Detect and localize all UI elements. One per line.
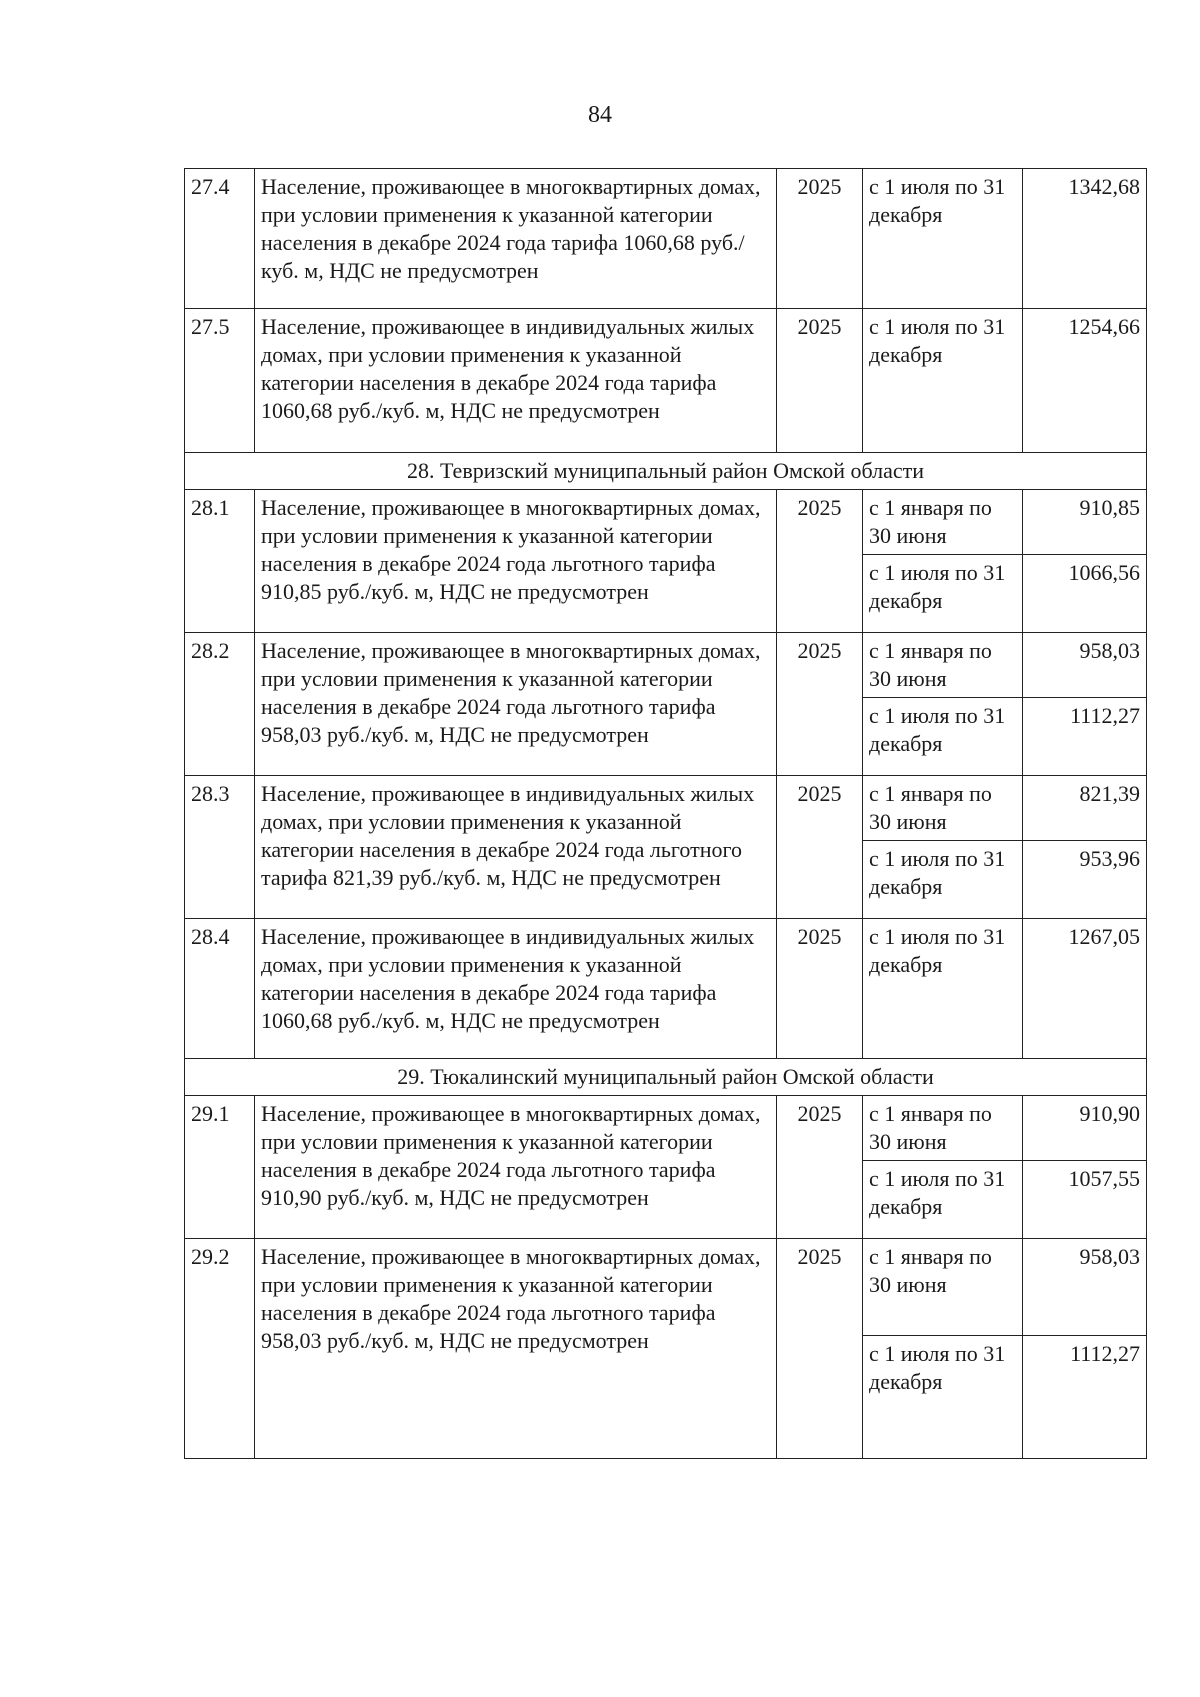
item-period: с 1 июля по 31 декабря bbox=[863, 1336, 1023, 1459]
item-value: 910,90 bbox=[1023, 1096, 1147, 1161]
item-year: 2025 bbox=[777, 490, 863, 633]
table-row bbox=[185, 490, 1147, 555]
item-period: с 1 июля по 31 декабря bbox=[863, 841, 1023, 919]
item-year: 2025 bbox=[777, 776, 863, 919]
item-year: 2025 bbox=[777, 633, 863, 776]
item-description: Население, проживающее в индивидуальных жилых домах, при условии применения к указанной категории населения в декабре 2024 года льготного тарифа 821,39 руб./куб. м, НДС не предусмотрен bbox=[255, 776, 777, 919]
item-period: с 1 января по 30 июня bbox=[863, 633, 1023, 698]
item-period: с 1 июля по 31 декабря bbox=[863, 169, 1023, 309]
item-number: 27.4 bbox=[185, 169, 255, 309]
item-value: 1342,68 bbox=[1023, 169, 1147, 309]
item-period: с 1 января по 30 июня bbox=[863, 490, 1023, 555]
item-description: Население, проживающее в многоквартирных домах, при условии применения к указанной категории населения в декабре 2024 года льготного тарифа 910,85 руб./куб. м, НДС не предусмотрен bbox=[255, 490, 777, 633]
item-value: 1112,27 bbox=[1023, 1336, 1147, 1459]
item-value: 1057,55 bbox=[1023, 1161, 1147, 1239]
item-number: 27.5 bbox=[185, 309, 255, 453]
item-period: с 1 июля по 31 декабря bbox=[863, 1161, 1023, 1239]
table-row bbox=[185, 169, 1147, 309]
table-row bbox=[185, 919, 1147, 1059]
item-value: 1254,66 bbox=[1023, 309, 1147, 453]
item-year: 2025 bbox=[777, 169, 863, 309]
item-value: 910,85 bbox=[1023, 490, 1147, 555]
item-number: 29.2 bbox=[185, 1239, 255, 1459]
item-year: 2025 bbox=[777, 1239, 863, 1459]
section-title: 29. Тюкалинский муниципальный район Омской области bbox=[185, 1059, 1147, 1096]
item-description: Население, проживающее в многоквартирных домах, при условии применения к указанной категории населения в декабре 2024 года тарифа 1060,68 руб./куб. м, НДС не предусмотрен bbox=[255, 169, 777, 309]
item-number: 28.4 bbox=[185, 919, 255, 1059]
item-value: 953,96 bbox=[1023, 841, 1147, 919]
item-period: с 1 июля по 31 декабря bbox=[863, 919, 1023, 1059]
item-year: 2025 bbox=[777, 309, 863, 453]
item-value: 958,03 bbox=[1023, 1239, 1147, 1336]
item-year: 2025 bbox=[777, 1096, 863, 1239]
section-row bbox=[185, 453, 1147, 490]
item-number: 28.2 bbox=[185, 633, 255, 776]
tariff-table bbox=[184, 168, 1147, 1459]
item-description: Население, проживающее в многоквартирных домах, при условии применения к указанной категории населения в декабре 2024 года льготного тарифа 958,03 руб./куб. м, НДС не предусмотрен bbox=[255, 1239, 777, 1459]
item-period: с 1 января по 30 июня bbox=[863, 1239, 1023, 1336]
section-row bbox=[185, 1059, 1147, 1096]
item-description: Население, проживающее в индивидуальных жилых домах, при условии применения к указанной категории населения в декабре 2024 года тарифа 1060,68 руб./куб. м, НДС не предусмотрен bbox=[255, 309, 777, 453]
item-description: Население, проживающее в многоквартирных домах, при условии применения к указанной категории населения в декабре 2024 года льготного тарифа 910,90 руб./куб. м, НДС не предусмотрен bbox=[255, 1096, 777, 1239]
table-row bbox=[185, 309, 1147, 453]
item-value: 1267,05 bbox=[1023, 919, 1147, 1059]
item-description: Население, проживающее в многоквартирных домах, при условии применения к указанной категории населения в декабре 2024 года льготного тарифа 958,03 руб./куб. м, НДС не предусмотрен bbox=[255, 633, 777, 776]
item-description: Население, проживающее в индивидуальных жилых домах, при условии применения к указанной категории населения в декабре 2024 года тарифа 1060,68 руб./куб. м, НДС не предусмотрен bbox=[255, 919, 777, 1059]
item-number: 28.1 bbox=[185, 490, 255, 633]
item-value: 958,03 bbox=[1023, 633, 1147, 698]
table-row bbox=[185, 1239, 1147, 1336]
table-row bbox=[185, 1096, 1147, 1161]
item-number: 29.1 bbox=[185, 1096, 255, 1239]
item-period: с 1 июля по 31 декабря bbox=[863, 309, 1023, 453]
item-period: с 1 января по 30 июня bbox=[863, 1096, 1023, 1161]
item-period: с 1 июля по 31 декабря bbox=[863, 555, 1023, 633]
table-row bbox=[185, 633, 1147, 698]
table-row bbox=[185, 776, 1147, 841]
page-number: 84 bbox=[588, 102, 612, 128]
item-number: 28.3 bbox=[185, 776, 255, 919]
item-value: 1112,27 bbox=[1023, 698, 1147, 776]
item-period: с 1 января по 30 июня bbox=[863, 776, 1023, 841]
item-value: 821,39 bbox=[1023, 776, 1147, 841]
item-value: 1066,56 bbox=[1023, 555, 1147, 633]
section-title: 28. Тевризский муниципальный район Омской области bbox=[185, 453, 1147, 490]
item-period: с 1 июля по 31 декабря bbox=[863, 698, 1023, 776]
item-year: 2025 bbox=[777, 919, 863, 1059]
